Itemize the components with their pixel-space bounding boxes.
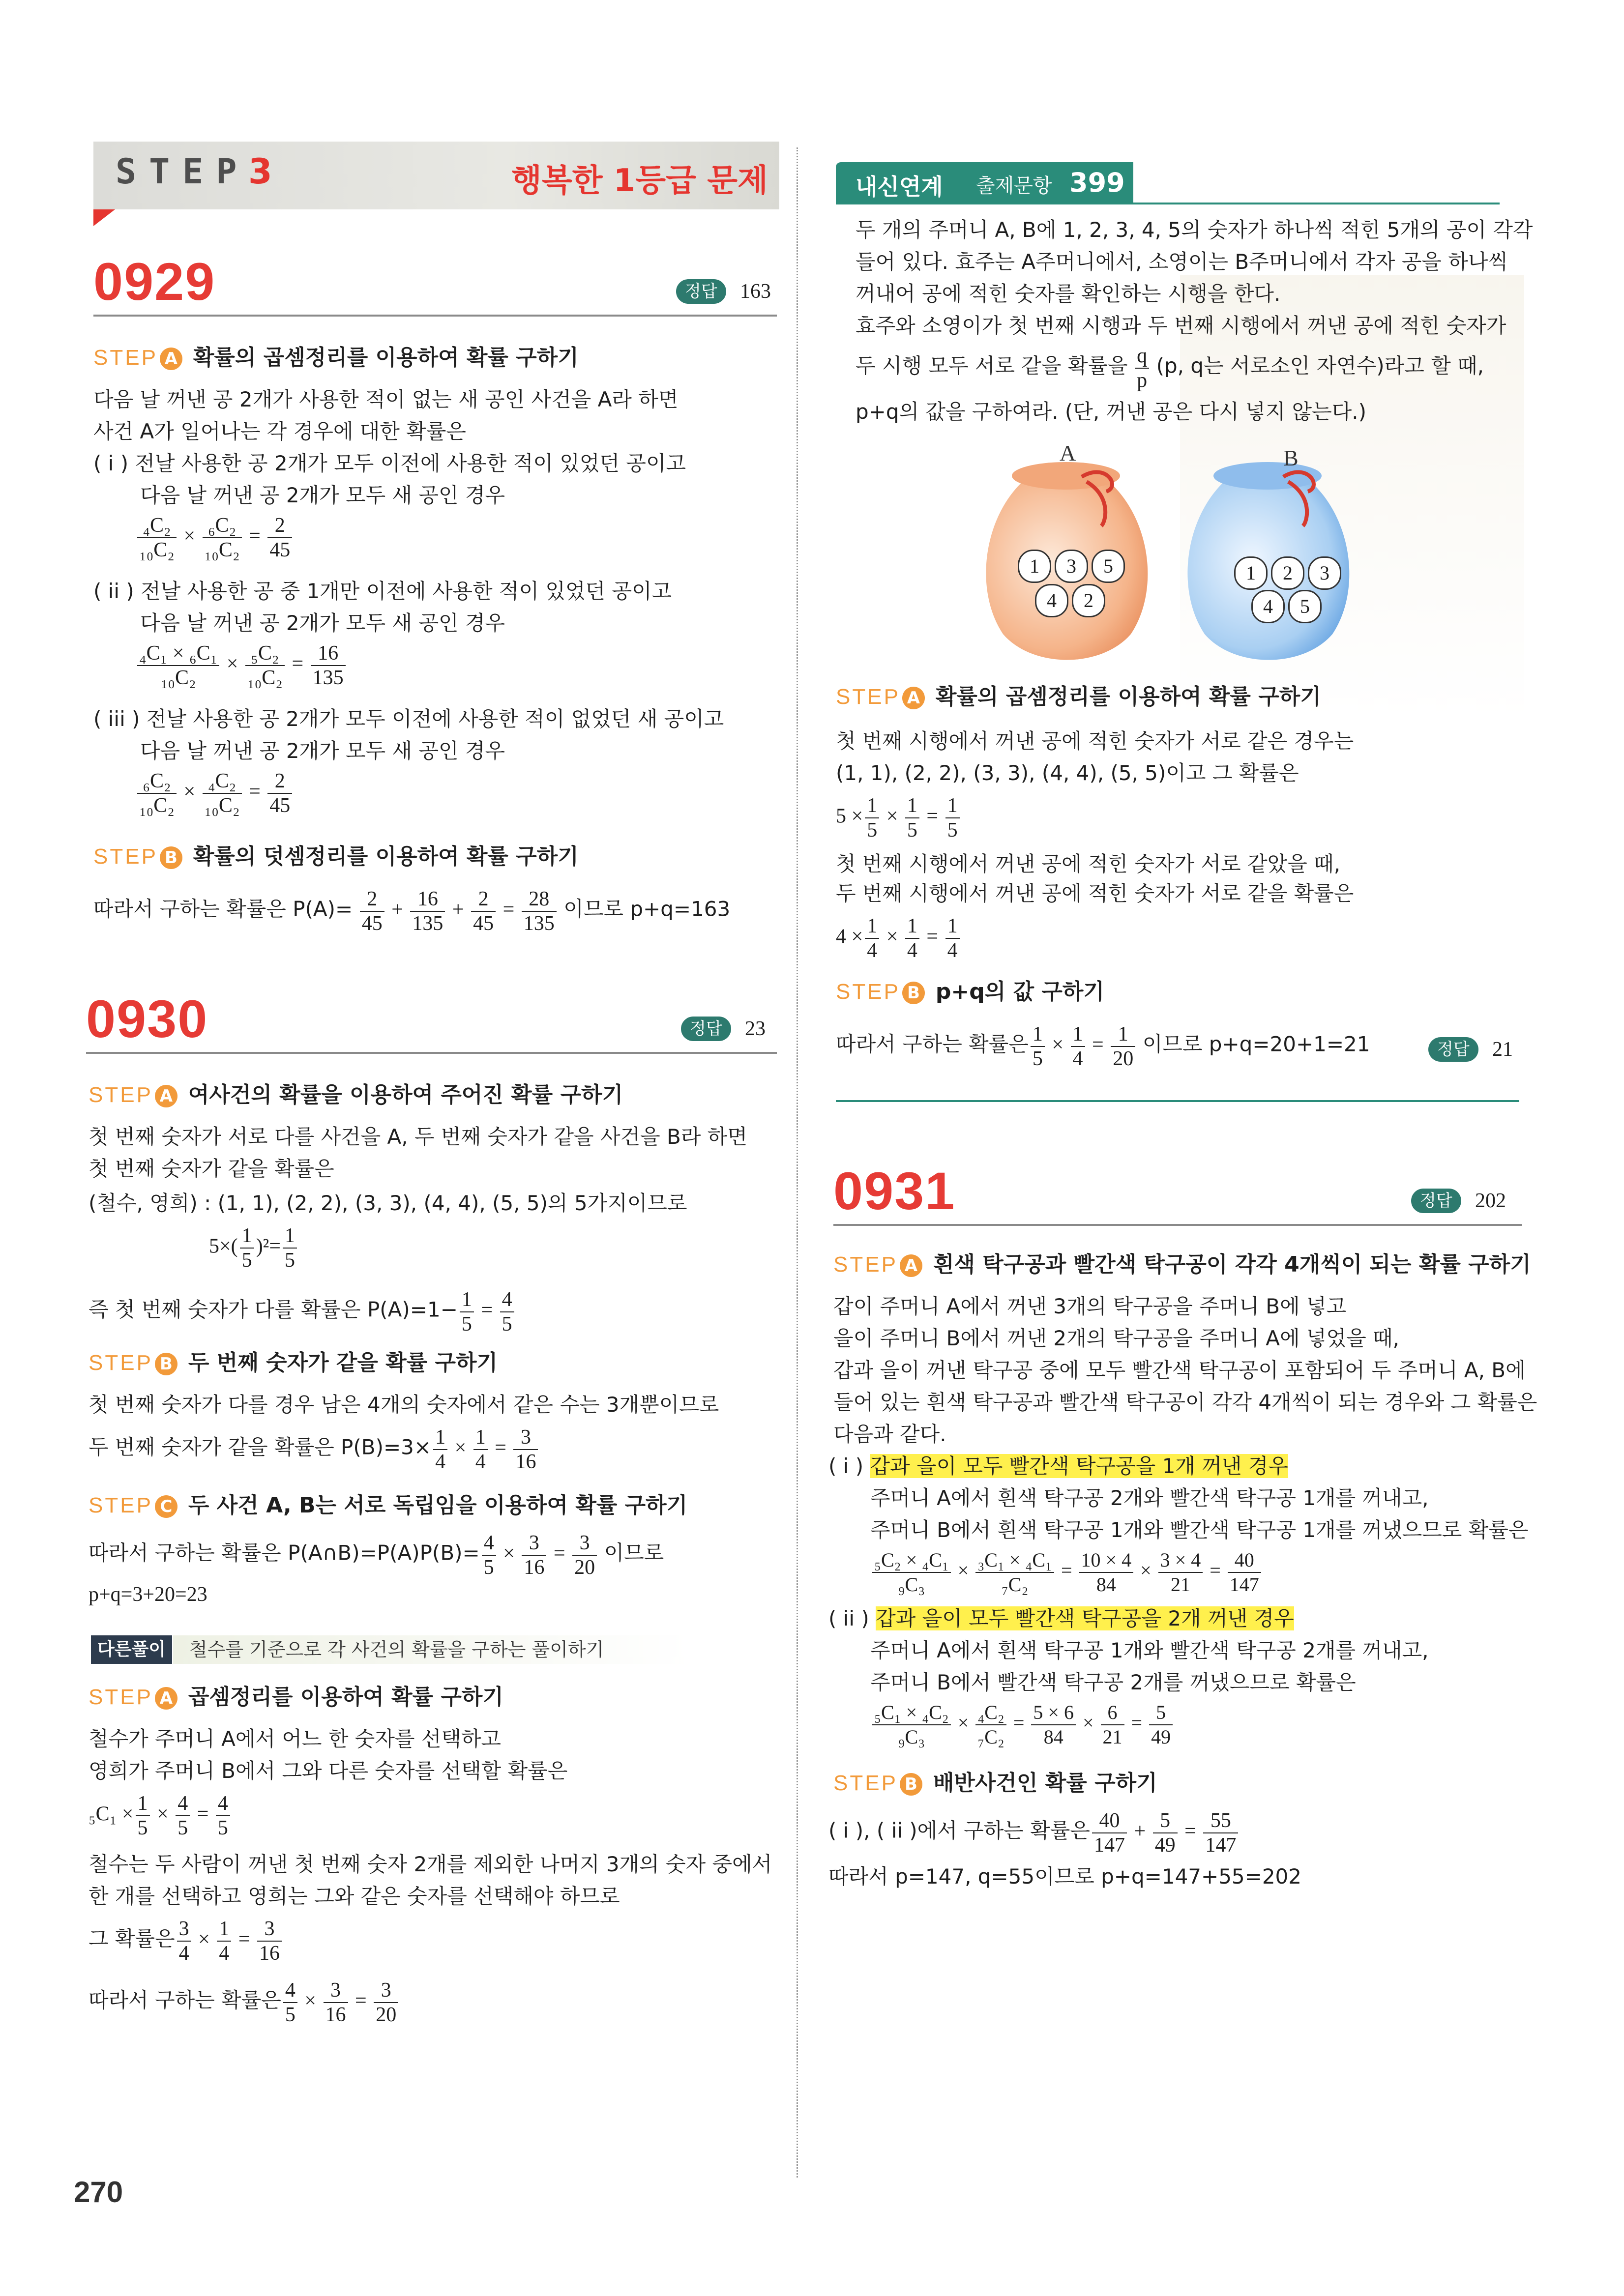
case-line: ( iii ) 전날 사용한 공 2개가 모두 이전에 사용한 적이 없었던 새 공이고: [93, 707, 724, 731]
problem-text: p+q의 값을 구하여라. (단, 꺼낸 공은 다시 넣지 않는다.): [856, 400, 1367, 424]
text-line: 첫 번째 시행에서 꺼낸 공에 적힌 숫자가 서로 같은 경우는: [836, 729, 1354, 753]
answer-value: 21: [1492, 1038, 1513, 1061]
formula: ₅C₁ × $\frac{1}{5}$ × $\frac{4}{5}$ = $\frac{4}{5}$: [89, 1792, 232, 1840]
text-line: (철수, 영희) : (1, 1), (2, 2), (3, 3), (4, 4), (5, 5)의 5가지이므로: [89, 1191, 687, 1215]
alt-solution-badge: 다른풀이: [91, 1635, 172, 1664]
step-heading: STEP A 여사건의 확률을 이용하여 주어진 확률 구하기: [89, 1082, 623, 1107]
formula: 즉 첫 번째 숫자가 다를 확률은 P(A)=1− $\frac{1}{5}$ = $\frac{4}{5}$: [89, 1288, 516, 1336]
case-line: ( i ) 전날 사용한 공 2개가 모두 이전에 사용한 적이 있었던 공이고: [93, 451, 686, 475]
ball: 2: [1072, 584, 1105, 617]
formula: $\frac{\text{₄C₁ × ₆C₁}}{\text{₁₀C₂}}$ × $\frac{\text{₅C₂}}{\text{₁₀C₂}}$ = $\frac{16}{135}$: [135, 641, 348, 690]
title-rule: [93, 315, 777, 317]
text-line: 첫 번째 숫자가 서로 다를 사건을 A, 두 번째 숫자가 같을 사건을 B라 하면: [89, 1125, 747, 1149]
page-number: 270: [74, 2176, 123, 2209]
ball: 1: [1234, 556, 1268, 590]
step-word: STEP: [116, 151, 250, 192]
naesin-bottom-rule: [836, 1100, 1519, 1102]
answer-value: 163: [740, 280, 771, 303]
text-line: 들어 있는 흰색 탁구공과 빨간색 탁구공이 각각 4개씩이 되는 경우와 그 확률은: [833, 1390, 1537, 1414]
ball: 3: [1055, 550, 1088, 583]
case-line: 주머니 B에서 흰색 탁구공 1개와 빨간색 탁구공 1개를 꺼냈으므로 확률은: [870, 1518, 1529, 1542]
step-number: 3: [248, 151, 272, 192]
problem-number: 0930: [86, 989, 208, 1048]
problem-number: 0929: [93, 252, 216, 311]
text-line: 첫 번째 숫자가 같을 확률은: [89, 1157, 334, 1181]
formula: 5×( $\frac{1}{5}$ )²= $\frac{1}{5}$: [209, 1224, 299, 1272]
ball: 4: [1035, 584, 1068, 617]
formula: 따라서 구하는 확률은 P(A∩B)=P(A)P(B)= $\frac{4}{5}$ × $\frac{3}{16}$ = $\frac{3}{20}$ 이므로: [89, 1532, 664, 1579]
step-heading: STEP A 흰색 탁구공과 빨간색 탁구공이 각각 4개씩이 되는 확률 구하기: [833, 1252, 1531, 1277]
text-line: 한 개를 선택하고 영희는 그와 같은 숫자를 선택해야 하므로: [89, 1884, 620, 1908]
bag-b-label: B: [1283, 445, 1299, 470]
highlight: 갑과 을이 모두 빨간색 탁구공을 2개 꺼낸 경우: [876, 1606, 1294, 1630]
text-line: (1, 1), (2, 2), (3, 3), (4, 4), (5, 5)이고 그 확률은: [836, 761, 1299, 785]
text-line: 따라서 p=147, q=55이므로 p+q=147+55=202: [828, 1864, 1302, 1889]
answer-value: 202: [1475, 1190, 1506, 1212]
formula-final: 따라서 구하는 확률은 P(A)= $\frac{2}{45}$ + $\frac{16}{135}$ + $\frac{2}{45}$ = $\frac{28}{135}$ 이므로 p+q=163: [93, 888, 731, 935]
step-heading: STEP C 두 사건 A, B는 서로 독립임을 이용하여 확률 구하기: [89, 1493, 688, 1518]
formula: 따라서 구하는 확률은 $\frac{4}{5}$ × $\frac{3}{16}$ = $\frac{3}{20}$: [89, 1978, 400, 2027]
step-heading: STEP B p+q의 값 구하기: [836, 979, 1104, 1004]
answer-value: 23: [745, 1017, 766, 1040]
text-line: 두 번째 시행에서 꺼낸 공에 적힌 숫자가 서로 같을 확률은: [836, 881, 1354, 905]
ball: 2: [1271, 556, 1304, 590]
text-line: 갑이 주머니 A에서 꺼낸 3개의 탁구공을 주머니 B에 넣고: [833, 1294, 1347, 1318]
title-rule: [86, 1052, 777, 1054]
ball: 5: [1288, 590, 1322, 623]
case-line: 다음 날 꺼낸 공 2개가 모두 새 공인 경우: [140, 611, 505, 635]
case-line: 주머니 A에서 흰색 탁구공 2개와 빨간색 탁구공 1개를 꺼내고,: [870, 1486, 1429, 1510]
formula: $\frac{\text{₆C₂}}{\text{₁₀C₂}}$ × $\frac{\text{₄C₂}}{\text{₁₀C₂}}$ = $\frac{2}{45}$: [135, 769, 294, 817]
step-heading: STEP A 확률의 곱셈정리를 이용하여 확률 구하기: [93, 345, 579, 370]
case-line: 다음 날 꺼낸 공 2개가 모두 새 공인 경우: [140, 483, 505, 507]
answer-badge: 정답: [676, 279, 726, 304]
alt-solution-text: 철수를 기준으로 각 사건의 확률을 구하는 풀이하기: [189, 1639, 604, 1660]
answer-badge: 정답: [1411, 1189, 1461, 1213]
step-heading: STEP B 두 번째 숫자가 같을 확률 구하기: [89, 1350, 498, 1375]
formula: ( i ), ( ii )에서 구하는 확률은 $\frac{40}{147}$ + $\frac{5}{49}$ = $\frac{55}{147}$: [828, 1809, 1240, 1857]
case-line: 다음 날 꺼낸 공 2개가 모두 새 공인 경우: [140, 739, 505, 763]
ball: 1: [1018, 550, 1051, 583]
text-line: 영희가 주머니 B에서 그와 다른 숫자를 선택할 확률은: [89, 1759, 568, 1783]
text-line: 첫 번째 시행에서 꺼낸 공에 적힌 숫자가 서로 같았을 때,: [836, 852, 1341, 876]
bag-a-label: A: [1060, 440, 1076, 465]
section-title: 행복한 1등급 문제: [511, 163, 768, 199]
step-heading: STEP B 배반사건인 확률 구하기: [833, 1771, 1157, 1796]
formula: p+q=3+20=23: [89, 1583, 207, 1606]
case-line: 주머니 B에서 빨간색 탁구공 2개를 꺼냈으므로 확률은: [870, 1670, 1356, 1694]
naesin-tag-sub: 출제문항: [976, 174, 1052, 197]
case-line: ( ii ) 전날 사용한 공 중 1개만 이전에 사용한 적이 있었던 공이고: [93, 579, 672, 603]
formula: 따라서 구하는 확률은 $\frac{1}{5}$ × $\frac{1}{4}$ = $\frac{1}{20}$ 이므로 p+q=20+1=21: [836, 1023, 1370, 1070]
formula: $\frac{\text{₅C₁ × ₄C₂}}{\text{₉C₃}}$ × $\frac{\text{₄C₂}}{\text{₇C₂}}$ = $\frac{5 \times 6}{84}$ × $\frac{6}{21}$ = $\frac{5}{49}$: [870, 1701, 1175, 1749]
corner-triangle-icon: [93, 209, 115, 226]
text-line: 갑과 을이 꺼낸 탁구공 중에 모두 빨간색 탁구공이 포함되어 두 주머니 A, B에: [833, 1358, 1526, 1382]
text-line: 첫 번째 숫자가 다를 경우 남은 4개의 숫자에서 같은 수는 3개뿐이므로: [89, 1393, 719, 1417]
text-line: 을이 주머니 B에서 꺼낸 2개의 탁구공을 주머니 A에 넣었을 때,: [833, 1326, 1399, 1350]
formula: $\frac{\text{₄C₂}}{\text{₁₀C₂}}$ × $\frac{\text{₆C₂}}{\text{₁₀C₂}}$ = $\frac{2}{45}$: [135, 514, 294, 562]
problem-text: 두 시행 모두 서로 같을 확률을 $\frac{q}{p}$ (p, q는 서로소인 자연수)라고 할 때,: [856, 345, 1484, 392]
answer-badge: 정답: [681, 1017, 731, 1041]
naesin-tag-number: 399: [1069, 167, 1125, 198]
column-divider: [797, 147, 798, 2178]
text-line: 철수가 주머니 A에서 어느 한 숫자를 선택하고: [89, 1727, 502, 1751]
ball: 5: [1092, 550, 1125, 583]
formula: 5 × $\frac{1}{5}$ × $\frac{1}{5}$ = $\frac{1}{5}$: [836, 794, 962, 842]
case-line: ( ii ) 갑과 을이 모두 빨간색 탁구공을 2개 꺼낸 경우: [828, 1606, 1294, 1630]
ball: 4: [1251, 590, 1285, 623]
step-heading: STEP A 곱셈정리를 이용하여 확률 구하기: [89, 1685, 503, 1710]
problem-text: 들어 있다. 효주는 A주머니에서, 소영이는 B주머니에서 각자 공을 하나씩: [856, 250, 1508, 274]
text-line: 다음과 같다.: [833, 1422, 946, 1446]
text-line: 사건 A가 일어나는 각 경우에 대한 확률은: [93, 419, 466, 443]
naesin-tag-label: 내신연계: [856, 174, 943, 200]
formula: $\frac{\text{₅C₂ × ₄C₁}}{\text{₉C₃}}$ × $\frac{\text{₃C₁ × ₄C₁}}{\text{₇C₂}}$ = $\frac{10 \times 4}{84}$ × $\frac{3 \times 4}{21}$ = $\frac{40}{147}$: [870, 1548, 1263, 1597]
problem-text: 효주와 소영이가 첫 번째 시행과 두 번째 시행에서 꺼낸 공에 적힌 숫자가: [856, 314, 1506, 338]
step-heading: STEP A 확률의 곱셈정리를 이용하여 확률 구하기: [836, 684, 1321, 709]
problem-number: 0931: [833, 1161, 956, 1221]
ball: 3: [1308, 556, 1341, 590]
step-heading: STEP B 확률의 덧셈정리를 이용하여 확률 구하기: [93, 844, 579, 869]
case-line: ( i ) 갑과 을이 모두 빨간색 탁구공을 1개 꺼낸 경우: [828, 1454, 1288, 1478]
problem-text: 꺼내어 공에 적힌 숫자를 확인하는 시행을 한다.: [856, 282, 1281, 306]
naesin-rule: [836, 203, 1500, 204]
text-line: 다음 날 꺼낸 공 2개가 사용한 적이 없는 새 공인 사건을 A라 하면: [93, 387, 679, 411]
case-line: 주머니 A에서 흰색 탁구공 1개와 빨간색 탁구공 2개를 꺼내고,: [870, 1638, 1429, 1662]
answer-badge: 정답: [1428, 1037, 1478, 1062]
problem-text: 두 개의 주머니 A, B에 1, 2, 3, 4, 5의 숫자가 하나씩 적힌 5개의 공이 각각: [856, 218, 1533, 242]
formula: 두 번째 숫자가 같을 확률은 P(B)=3× $\frac{1}{4}$ × $\frac{1}{4}$ = $\frac{3}{16}$: [89, 1425, 540, 1474]
highlight: 갑과 을이 모두 빨간색 탁구공을 1개 꺼낸 경우: [870, 1454, 1288, 1478]
formula: 그 확률은 $\frac{3}{4}$ × $\frac{1}{4}$ = $\frac{3}{16}$: [89, 1917, 284, 1965]
formula: 4 × $\frac{1}{4}$ × $\frac{1}{4}$ = $\frac{1}{4}$: [836, 914, 962, 962]
text-line: 철수는 두 사람이 꺼낸 첫 번째 숫자 2개를 제외한 나머지 3개의 숫자 중에서: [89, 1852, 772, 1876]
title-rule: [833, 1224, 1522, 1226]
